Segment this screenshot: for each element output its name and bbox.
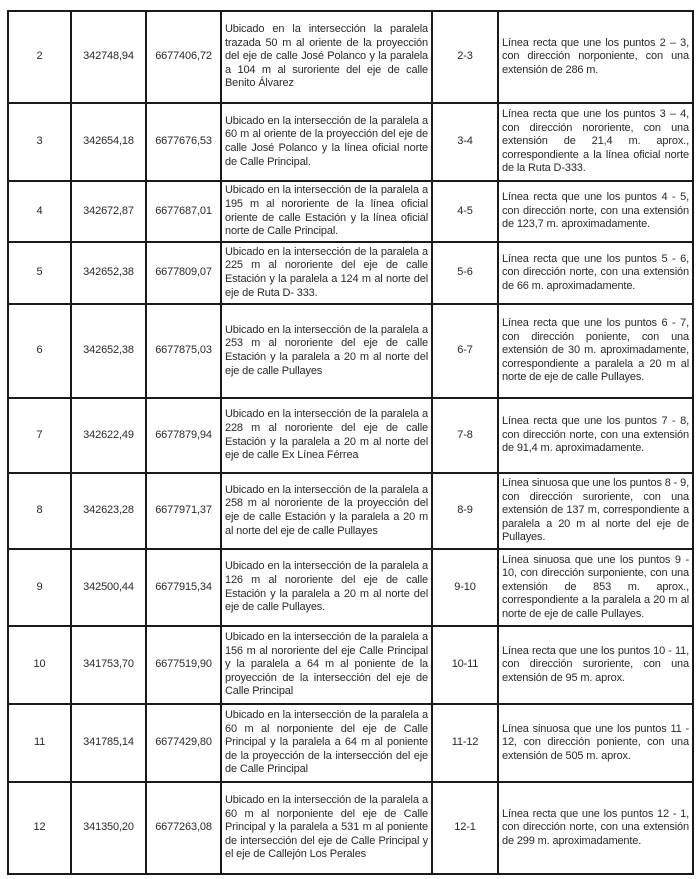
y-coordinate-cell: 6677809,07 bbox=[146, 242, 221, 304]
y-coordinate-cell: 6677429,80 bbox=[146, 704, 221, 782]
table-row bbox=[8, 181, 693, 242]
table-row bbox=[8, 398, 693, 473]
segment-cell: 12-1 bbox=[432, 782, 498, 874]
location-description-cell: Ubicado en la intersección de la paralela a 253 m al nororiente del eje de calle Estación y la paralela a 20 m al norte del eje de calle Pullayes bbox=[221, 304, 432, 398]
segment-description-cell: Línea recta que une los puntos 6 - 7, con dirección poniente, con una extensión de 30 m. aproximadamente, correspondiente a paralela a 20 m al norte de eje de calle Pullayes. bbox=[498, 304, 693, 398]
table-row bbox=[8, 549, 693, 626]
location-description-cell: Ubicado en la intersección de la paralela a 225 m al nororiente del eje de calle Estación y la paralela a 124 m al norte del eje de Ruta D- 333. bbox=[221, 242, 432, 304]
segment-cell: 11-12 bbox=[432, 704, 498, 782]
y-coordinate-cell: 6677915,34 bbox=[146, 549, 221, 626]
x-coordinate-cell: 342623,28 bbox=[71, 473, 146, 549]
table-row bbox=[8, 473, 693, 549]
y-coordinate-cell: 6677406,72 bbox=[146, 11, 221, 103]
point-number-cell: 11 bbox=[8, 704, 71, 782]
table-row bbox=[8, 242, 693, 304]
location-description-cell: Ubicado en la intersección de la paralela a 195 m al nororiente de la línea oficial oriente de calle Estación y la línea oficial norte de Calle Principal. bbox=[221, 181, 432, 242]
y-coordinate-cell: 6677875,03 bbox=[146, 304, 221, 398]
x-coordinate-cell: 342672,87 bbox=[71, 181, 146, 242]
x-coordinate-cell: 341753,70 bbox=[71, 626, 146, 704]
segment-description-cell: Línea recta que une los puntos 3 – 4, con dirección nororiente, con una extensión de 21,4 m. aprox., correspondiente a la línea oficial norte de la Ruta D-333. bbox=[498, 103, 693, 181]
x-coordinate-cell: 341350,20 bbox=[71, 782, 146, 874]
point-number-cell: 4 bbox=[8, 181, 71, 242]
location-description-cell: Ubicado en la intersección de la paralela a 60 m al norponiente del eje de Calle Principal y la paralela a 531 m al poniente de intersección del eje de Calle Principal y el eje de Callejón Los Perales bbox=[221, 782, 432, 874]
segment-cell: 8-9 bbox=[432, 473, 498, 549]
x-coordinate-cell: 342622,49 bbox=[71, 398, 146, 473]
location-description-cell: Ubicado en la intersección la paralela trazada 50 m al oriente de la proyección del eje de calle José Polanco y la paralela a 104 m al suroriente del eje de calle Benito Álvarez bbox=[221, 11, 432, 103]
segment-description-cell: Línea recta que une los puntos 4 - 5, con dirección norte, con una extensión de 123,7 m. aproximadamente. bbox=[498, 181, 693, 242]
point-number-cell: 10 bbox=[8, 626, 71, 704]
table-body bbox=[8, 11, 693, 874]
segment-description-cell: Línea sinuosa que une los puntos 9 - 10, con dirección surponiente, con una extensión de 853 m. aprox., correspondiente a la paralela a 20 m al norte de eje de calle Pullayes. bbox=[498, 549, 693, 626]
segment-cell: 3-4 bbox=[432, 103, 498, 181]
location-description-cell: Ubicado en la intersección de la paralela a 258 m al nororiente de la proyección del eje de calle Estación y la paralela a 20 m al norte del eje de calle Pullayes bbox=[221, 473, 432, 549]
table-row bbox=[8, 626, 693, 704]
y-coordinate-cell: 6677971,37 bbox=[146, 473, 221, 549]
y-coordinate-cell: 6677687,01 bbox=[146, 181, 221, 242]
y-coordinate-cell: 6677676,53 bbox=[146, 103, 221, 181]
point-number-cell: 9 bbox=[8, 549, 71, 626]
x-coordinate-cell: 342652,38 bbox=[71, 242, 146, 304]
location-description-cell: Ubicado en la intersección de la paralela a 60 m al norponiente del eje de Calle Principal y la paralela a 64 m al poniente de la proyección de la intersección del eje de Calle Principal bbox=[221, 704, 432, 782]
location-description-cell: Ubicado en la intersección de la paralela a 60 m al oriente de la proyección del eje de calle José Polanco y la línea oficial norte de Calle Principal. bbox=[221, 103, 432, 181]
x-coordinate-cell: 342654,18 bbox=[71, 103, 146, 181]
point-number-cell: 8 bbox=[8, 473, 71, 549]
y-coordinate-cell: 6677879,94 bbox=[146, 398, 221, 473]
x-coordinate-cell: 342652,38 bbox=[71, 304, 146, 398]
location-description-cell: Ubicado en la intersección de la paralela a 228 m al nororiente del eje de calle Estación y la paralela a 20 m al norte del eje de calle Ex Línea Férrea bbox=[221, 398, 432, 473]
point-number-cell: 2 bbox=[8, 11, 71, 103]
point-number-cell: 7 bbox=[8, 398, 71, 473]
point-number-cell: 5 bbox=[8, 242, 71, 304]
segment-description-cell: Línea recta que une los puntos 2 – 3, con dirección norponiente, con una extensión de 286 m. bbox=[498, 11, 693, 103]
boundary-points-table bbox=[7, 10, 694, 875]
table-row bbox=[8, 304, 693, 398]
table-row bbox=[8, 11, 693, 103]
table-row bbox=[8, 103, 693, 181]
location-description-cell: Ubicado en la intersección de la paralela a 156 m al nororiente del eje Calle Principal y la paralela a 64 m al poniente de la proyección de la intersección del eje de Calle Principal bbox=[221, 626, 432, 704]
point-number-cell: 3 bbox=[8, 103, 71, 181]
y-coordinate-cell: 6677263,08 bbox=[146, 782, 221, 874]
segment-description-cell: Línea sinuosa que une los puntos 11 - 12, con dirección poniente, con una extensión de 505 m. aprox. bbox=[498, 704, 693, 782]
y-coordinate-cell: 6677519,90 bbox=[146, 626, 221, 704]
segment-cell: 7-8 bbox=[432, 398, 498, 473]
table-row bbox=[8, 704, 693, 782]
point-number-cell: 12 bbox=[8, 782, 71, 874]
segment-cell: 9-10 bbox=[432, 549, 498, 626]
segment-cell: 2-3 bbox=[432, 11, 498, 103]
x-coordinate-cell: 342748,94 bbox=[71, 11, 146, 103]
segment-description-cell: Línea recta que une los puntos 10 - 11, con dirección suroriente, con una extensión de 95 m. aprox. bbox=[498, 626, 693, 704]
segment-cell: 4-5 bbox=[432, 181, 498, 242]
segment-cell: 10-11 bbox=[432, 626, 498, 704]
x-coordinate-cell: 342500,44 bbox=[71, 549, 146, 626]
segment-description-cell: Línea recta que une los puntos 5 - 6, con dirección norte, con una extensión de 66 m. aproximadamente. bbox=[498, 242, 693, 304]
segment-cell: 6-7 bbox=[432, 304, 498, 398]
location-description-cell: Ubicado en la intersección de la paralela a 126 m al nororiente del eje de calle Estación y la paralela a 20 m al norte del eje de calle Pullayes. bbox=[221, 549, 432, 626]
segment-description-cell: Línea recta que une los puntos 12 - 1, con dirección norte, con una extensión de 299 m. aproximadamente. bbox=[498, 782, 693, 874]
segment-description-cell: Línea sinuosa que une los puntos 8 - 9, con dirección suroriente, con una extensión de 137 m, correspondiente a paralela a 20 m al norte del eje de Pullayes. bbox=[498, 473, 693, 549]
table-row bbox=[8, 782, 693, 874]
x-coordinate-cell: 341785,14 bbox=[71, 704, 146, 782]
segment-description-cell: Línea recta que une los puntos 7 - 8, con dirección norte, con una extensión de 91,4 m. aproximadamente. bbox=[498, 398, 693, 473]
point-number-cell: 6 bbox=[8, 304, 71, 398]
segment-cell: 5-6 bbox=[432, 242, 498, 304]
